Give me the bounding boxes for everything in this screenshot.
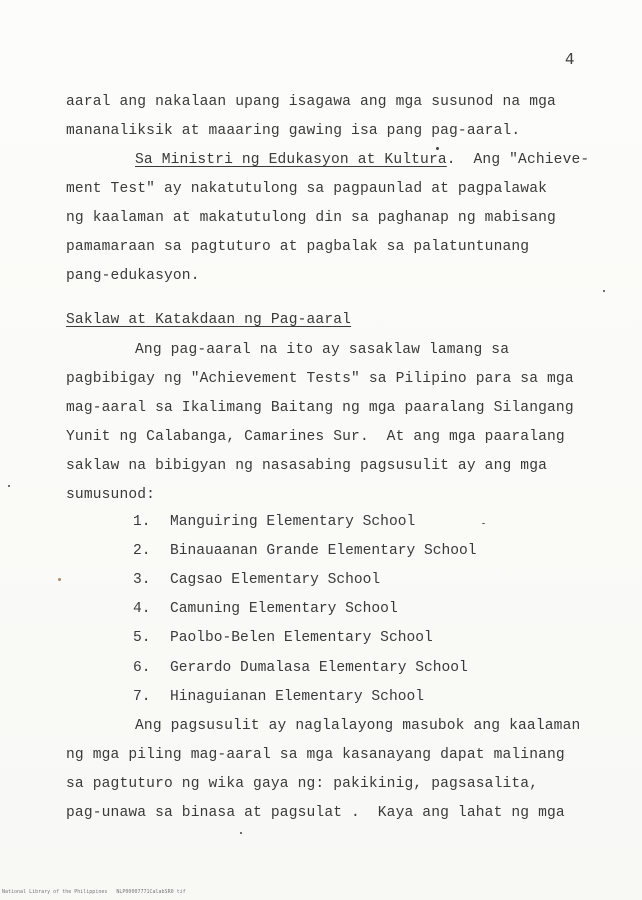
paragraph-2-line-5: pang-edukasyon. <box>66 268 200 284</box>
paragraph-4-line-3: sa pagtuturo ng wika gaya ng: pakikinig, pagsasalita, <box>66 776 539 792</box>
school-name: Binauaanan Grande Elementary School <box>170 543 477 559</box>
school-name: Camuning Elementary School <box>170 601 398 617</box>
section-heading: Saklaw at Katakdaan ng Pag-aaral <box>66 312 352 328</box>
paragraph-3-line-4: Yunit ng Calabanga, Camarines Sur. At ang mga paaralang <box>66 429 565 445</box>
school-name: Gerardo Dumalasa Elementary School <box>170 660 468 676</box>
paragraph-2-line-4: pamamaraan sa pagtuturo at pagbalak sa palatuntunang <box>66 239 530 255</box>
scan-speck <box>436 147 439 150</box>
school-name: Paolbo-Belen Elementary School <box>170 630 433 646</box>
school-name: Manguiring Elementary School <box>170 514 416 530</box>
ministry-heading: Sa Ministri ng Edukasyon at Kultura <box>135 152 447 168</box>
school-number: 3. <box>133 572 151 588</box>
paragraph-3-line-2: pagbibigay ng "Achievement Tests" sa Pilipino para sa mga <box>66 371 574 387</box>
school-number: 4. <box>133 601 151 617</box>
paragraph-3-line-5: saklaw na bibigyan ng nasasabing pagsusulit ay ang mga <box>66 458 548 474</box>
scan-speck <box>8 485 10 487</box>
paragraph-3-line-6: sumusunod: <box>66 487 156 503</box>
scan-speck <box>58 578 61 581</box>
school-number: 5. <box>133 630 151 646</box>
paragraph-4-line-4: pag-unawa sa binasa at pagsulat . Kaya ang lahat ng mga <box>66 805 565 821</box>
scan-speck <box>603 290 605 292</box>
paragraph-1-line-2: mananaliksik at maaaring gawing isa pang pag-aaral. <box>66 123 521 139</box>
school-number: 7. <box>133 689 151 705</box>
paragraph-4-line-2: ng mga piling mag-aaral sa mga kasanayang dapat malinang <box>66 747 565 763</box>
paragraph-2-line-3: ng kaalaman at makatutulong din sa paghanap ng mabisang <box>66 210 556 226</box>
school-name: Cagsao Elementary School <box>170 572 381 588</box>
school-name: Hinaguianan Elementary School <box>170 689 424 705</box>
page-number: 4 <box>565 50 575 68</box>
paragraph-2-line-2: ment Test" ay nakatutulong sa pagpaunlad at pagpalawak <box>66 181 548 197</box>
paragraph-1-line-1: aaral ang nakalaan upang isagawa ang mga susunod na mga <box>66 94 556 110</box>
paragraph-3-line-1: Ang pag-aaral na ito ay sasaklaw lamang sa <box>135 342 510 358</box>
paragraph-4-line-1: Ang pagsusulit ay naglalayong masubok ang kaalaman <box>135 718 581 734</box>
scan-speck <box>240 832 242 834</box>
paragraph-2-line-1 <box>135 151 589 169</box>
school-number: 2. <box>133 543 151 559</box>
school-number: 6. <box>133 660 151 676</box>
scan-footer: National Library of the Philippines NLP00007771CalabSR0 tif <box>2 889 186 895</box>
paragraph-3-line-3: mag-aaral sa Ikalimang Baitang ng mga paaralang Silangang <box>66 400 574 416</box>
ministry-heading-rest: . Ang "Achieve- <box>446 152 590 168</box>
scan-speck <box>482 523 485 524</box>
school-number: 1. <box>133 514 151 530</box>
